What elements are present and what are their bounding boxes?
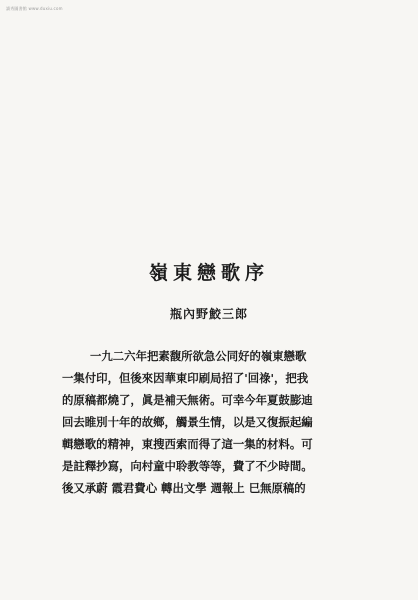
body-line-2: 一集付印，但後來因華東印刷局招了'回祿'，把我 bbox=[62, 371, 309, 385]
body-line-5: 輯戀歌的精神，東搜西索而得了這一集的材料。可 bbox=[62, 437, 313, 451]
library-watermark: 讀秀圖書館 www.duxiu.com bbox=[6, 6, 63, 11]
body-line-4: 回去睢別十年的故鄉，觸景生情，以是又復振起編 bbox=[62, 415, 313, 429]
body-line-6: 是註釋抄寫，向村童中聆教等等，費了不少時間。 bbox=[62, 459, 313, 473]
body-line-1: 一九二六年把素馥所欲急公同好的嶺東戀歌 bbox=[90, 349, 307, 363]
page-title: 嶺東戀歌序 bbox=[148, 262, 269, 284]
body-line-7: 後又承蔚 霞君費心 轉出文學 週報上 巳無原稿的 bbox=[62, 481, 306, 495]
preface-body bbox=[62, 345, 382, 499]
author-name: 瓶內野鮫三郎 bbox=[169, 307, 248, 321]
body-line-3: 的原稿都燒了，眞是補天無術。可幸今年夏鼓膨迪 bbox=[62, 393, 313, 407]
